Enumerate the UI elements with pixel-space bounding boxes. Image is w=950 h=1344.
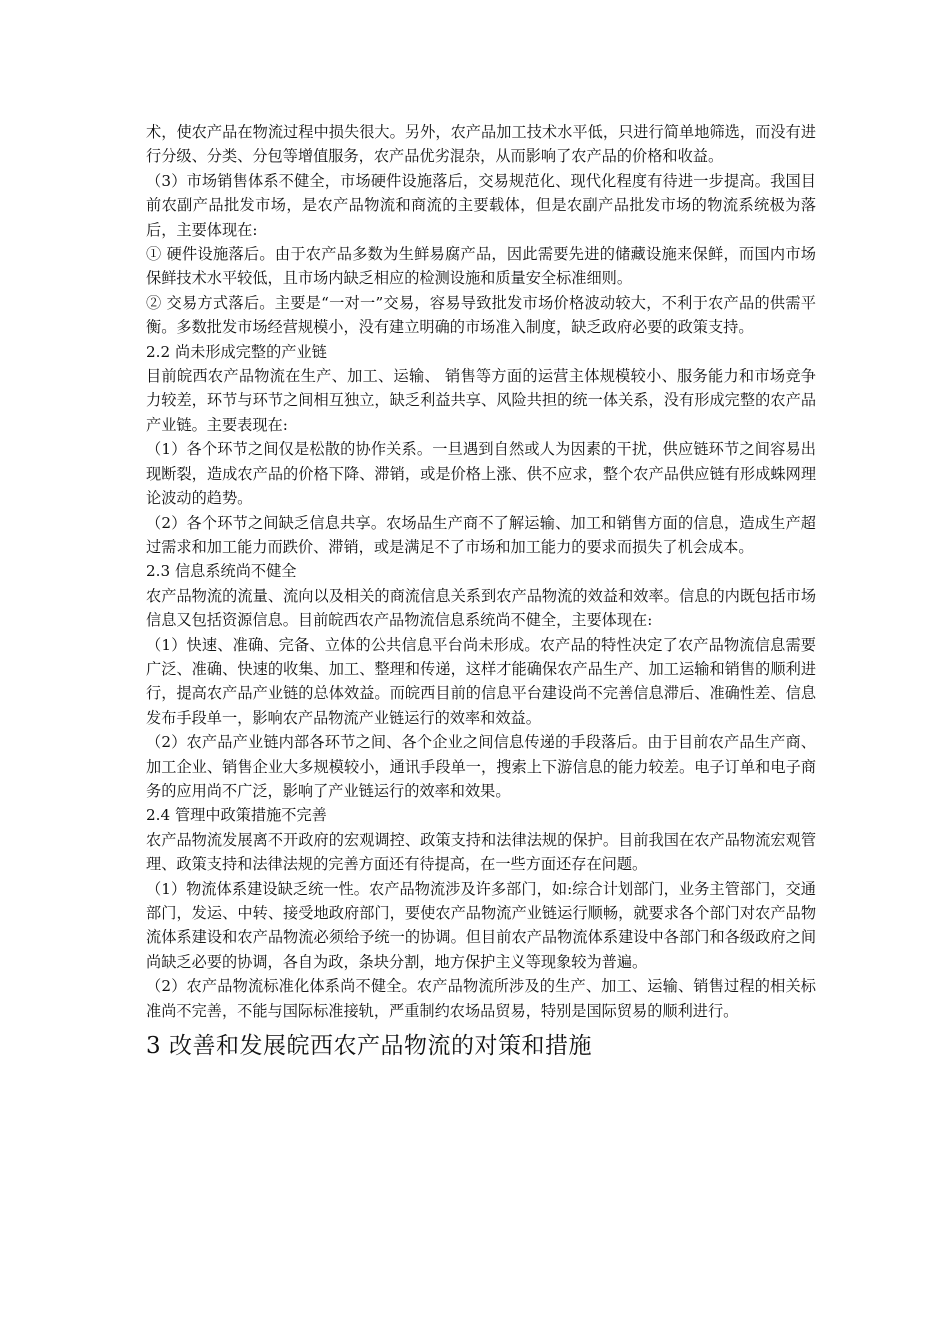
subheading-2-2: 2.2 尚未形成完整的产业链 [146, 342, 327, 361]
subheading-2-4: 2.4 管理中政策措施不完善 [146, 806, 327, 825]
paragraph-unified-system: （1）物流体系建设缺乏统一性。农产品物流涉及许多部门，如:综合计划部门，业务主管部门，交通部门，发运、中转、接受地政府部门，要使农产品物流产业链运行顺畅，就要求各个部门对农产品物流体系建设和农产品物流必须给予统一的协调。但目前农产品物流体系建设中各部门和各级政府之间尚缺乏必要的协调，各自为政，条块分割，地方保护主义等现象较为普遍。 [146, 879, 816, 971]
paragraph-standardization: （2）农产品物流标准化体系尚不健全。农产品物流所涉及的生产、加工、运输、销售过程的相关标准尚不完善，不能与国际标准接轨，严重制约农场品贸易，特别是国际贸易的顺利进行。 [146, 977, 816, 1020]
paragraph-info-system: 农产品物流的流量、流向以及相关的商流信息关系到农产品物流的效益和效率。信息的内既包括市场信息又包括资源信息。目前皖西农产品物流信息系统尚不健全，主要体现在: [146, 586, 816, 630]
paragraph-industry-chain: 目前皖西农产品物流在生产、加工、运输、 销售等方面的运营主体规模较小、服务能力和市场竞争力较差，环节与环节之间相互独立，缺乏利益共享、风险共担的统一体关系，没有形成完整的农产品产业链。主要表现在: [146, 367, 816, 434]
paragraph-market-system: （3）市场销售体系不健全，市场硬件设施落后，交易规范化、现代化程度有待进一步提高。我国目前农副产品批发市场，是农产品物流和商流的主要载体，但是农副产品批发市场的物流系统极为落后，主要体现在: [146, 171, 816, 239]
paragraph-hardware: ① 硬件设施落后。由于农产品多数为生鲜易腐产品，因此需要先进的储藏设施来保鲜，而国内市场保鲜技术水平较低，且市场内缺乏相应的检测设施和质量安全标准细则。 [146, 245, 816, 288]
paragraph-public-platform: （1）快速、准确、完备、立体的公共信息平台尚未形成。农产品的特性决定了农产品物流信息需要广泛、准确、快速的收集、加工、整理和传递，这样才能确保农产品生产、加工运输和销售的顺利进行，提高农产品产业链的总体效益。而皖西目前的信息平台建设尚不完善信息滞后、准确性差、信息发布手段单一，影响农产品物流产业链运行的效率和效益。 [146, 635, 816, 727]
paragraph-info-sharing: （2）各个环节之间缺乏信息共享。农场品生产商不了解运输、加工和销售方面的信息，造成生产超过需求和加工能力而跌价、滞销，或是满足不了市场和加工能力的要求而损失了机会成本。 [146, 513, 816, 556]
paragraph-loose-cooperation: （1）各个环节之间仅是松散的协作关系。一旦遇到自然或人为因素的干扰，供应链环节之间容易出现断裂，造成农产品的价格下降、滞销，或是价格上涨、供不应求，整个农产品供应链有形成蛛网理论波动的趋势。 [146, 440, 816, 508]
document-page [146, 120, 816, 1063]
subheading-2-3: 2.3 信息系统尚不健全 [146, 562, 297, 581]
paragraph-info-transfer: （2）农产品产业链内部各环节之间、各个企业之间信息传递的手段落后。由于目前农产品生产商、加工企业、销售企业大多规模较小，通讯手段单一，搜索上下游信息的能力较差。电子订单和电子商务的应用尚不广泛，影响了产业链运行的效率和效果。 [146, 733, 816, 800]
paragraph-trade-mode: ② 交易方式落后。主要是“一对一”交易，容易导致批发市场价格波动较大，不利于农产品的供需平衡。多数批发市场经营规模小，没有建立明确的市场准入制度，缺乏政府必要的政策支持。 [146, 293, 816, 337]
section-heading-3: 3 改善和发展皖西农产品物流的对策和措施 [146, 1033, 592, 1060]
paragraph-continuation: 术，使农产品在物流过程中损失很大。另外，农产品加工技术水平低，只进行简单地筛选，而没有进行分级、分类、分包等增值服务，农产品优劣混杂，从而影响了农产品的价格和收益。 [146, 123, 816, 166]
paragraph-policy: 农产品物流发展离不开政府的宏观调控、政策支持和法律法规的保护。目前我国在农产品物流宏观管理、政策支持和法律法规的完善方面还有待提高，在一些方面还存在问题。 [146, 830, 816, 874]
